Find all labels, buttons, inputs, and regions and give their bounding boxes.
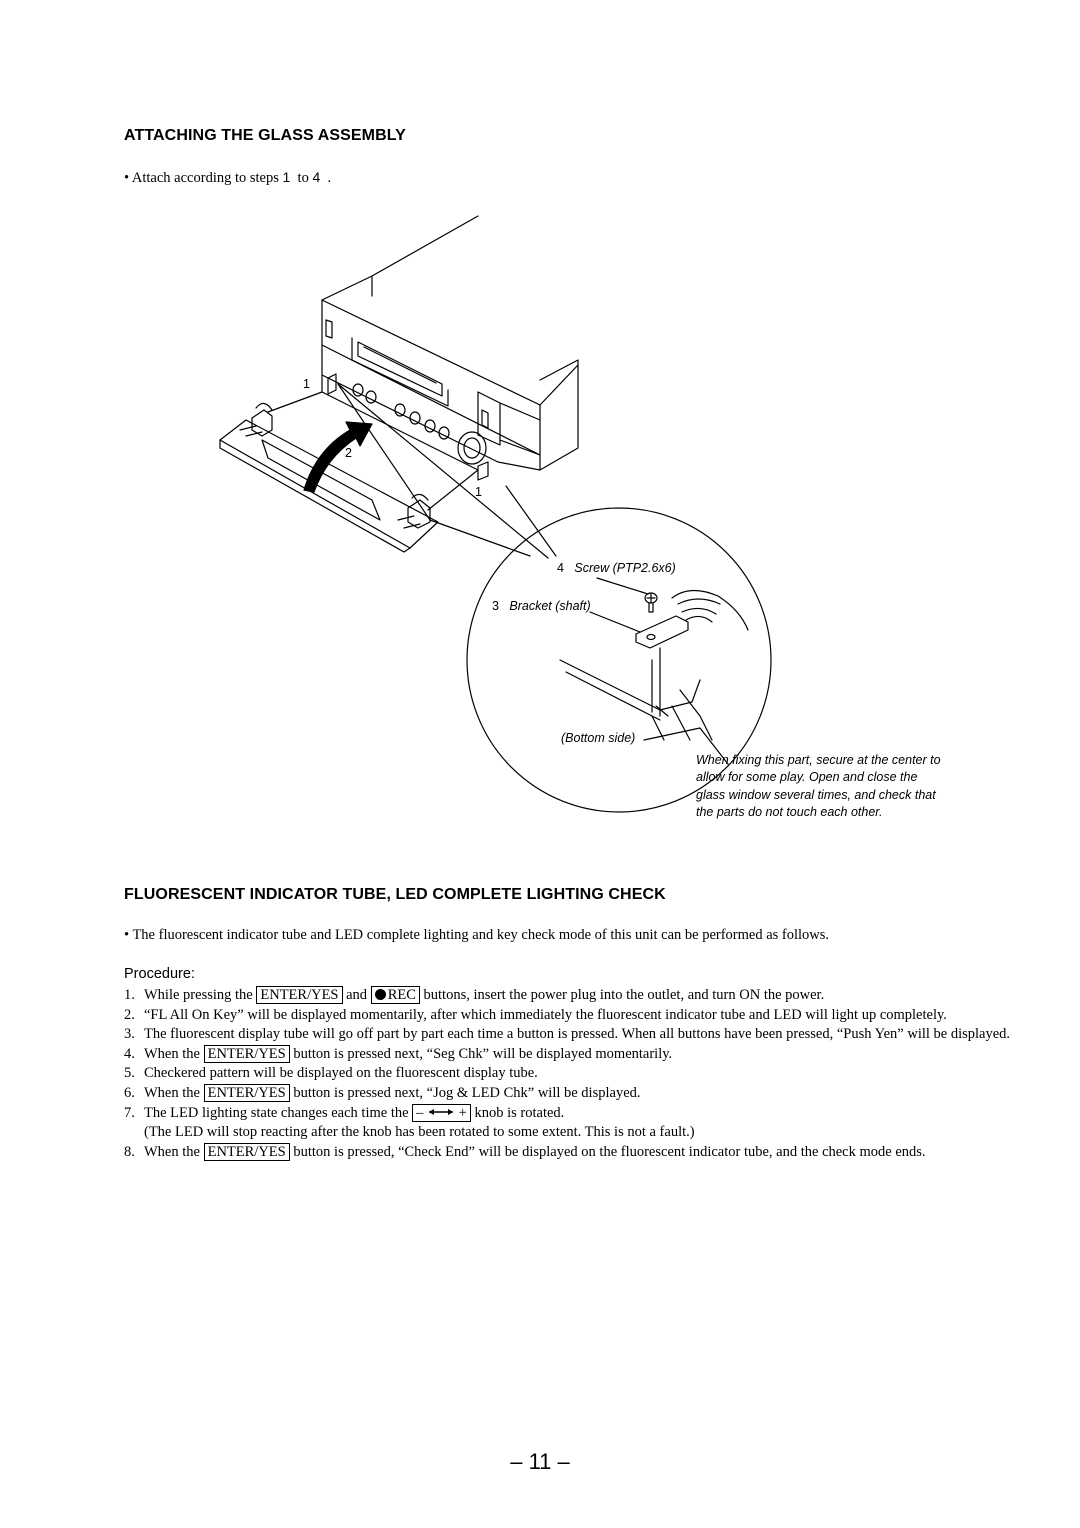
procedure-step: [124, 986, 1044, 1006]
step-ref-a: 1: [282, 169, 291, 185]
step-text: The LED lighting state changes each time the: [144, 1104, 409, 1121]
label-bottom-side: (Bottom side): [561, 731, 636, 745]
label-step-1-top: 1: [303, 377, 310, 391]
label-step-2: 2: [345, 446, 352, 460]
label-screw-text: Screw (PTP2.6x6): [574, 561, 676, 575]
intro-end: .: [327, 170, 332, 186]
jog-knob-key: [412, 1104, 471, 1122]
step-number: 5.: [124, 1065, 135, 1082]
step-number: 1.: [124, 987, 135, 1003]
step-number: 6.: [124, 1084, 135, 1101]
callout-cone-right: [506, 486, 556, 556]
glass-panel: [220, 403, 438, 552]
rec-key: [371, 986, 420, 1004]
bullet: •: [124, 170, 130, 186]
enter-yes-key: ENTER/YES: [256, 986, 342, 1004]
procedure-step: [124, 1045, 1044, 1065]
section-title-lighting-check: FLUORESCENT INDICATOR TUBE, LED COMPLETE LIGHTING CHECK: [124, 886, 666, 903]
step-text: The fluorescent display tube will go off part by part each time a button is pressed. When all buttons have been pressed, “Push Yen” will be displayed.: [144, 1026, 1011, 1043]
step-number: 7.: [124, 1104, 135, 1121]
step-text: “FL All On Key” will be displayed momentarily, after which immediately the fluorescent indicator tube and LED will light up completely.: [144, 1006, 947, 1023]
step-text: When the: [144, 1045, 200, 1062]
enter-yes-key: ENTER/YES: [204, 1045, 290, 1063]
label-bracket: [492, 599, 591, 613]
label-screw-num: 4: [557, 561, 564, 575]
step-number: 2.: [124, 1006, 135, 1023]
procedure-label: Procedure:: [124, 966, 195, 982]
procedure-step: [124, 1104, 1044, 1124]
procedure-step: [124, 1143, 1044, 1163]
step-number: 4.: [124, 1045, 135, 1062]
step-text: Checkered pattern will be displayed on the fluorescent display tube.: [144, 1065, 538, 1082]
procedure-step: [124, 1064, 1044, 1084]
bullet: •: [124, 927, 130, 943]
label-screw: [557, 561, 676, 575]
lighting-check-intro: [124, 927, 829, 944]
step-text: knob is rotated.: [474, 1104, 565, 1121]
section-title-glass-assembly: ATTACHING THE GLASS ASSEMBLY: [124, 127, 406, 144]
leader-1-top: [268, 392, 322, 412]
procedure-steps: [124, 986, 1044, 1162]
step-text: button is pressed, “Check End” will be displayed on the fluorescent indicator tube, and the check mode ends.: [293, 1143, 926, 1160]
intro-text: Attach according to steps: [131, 170, 279, 186]
record-dot-icon: [375, 989, 386, 1000]
procedure-step: [124, 1025, 1044, 1045]
step-text: When the: [144, 1084, 200, 1101]
step-number: 3.: [124, 1026, 135, 1043]
step-text: and: [346, 987, 368, 1003]
procedure-step-note: (The LED will stop reacting after the knob has been rotated to some extent. This is not a fault.): [144, 1124, 695, 1141]
page-number: – 11 –: [510, 1449, 570, 1474]
label-step-1-bottom: 1: [475, 485, 482, 499]
knob-plus: +: [458, 1104, 467, 1121]
label-bracket-num: 3: [492, 599, 499, 613]
step-text: button is pressed next, “Seg Chk” will be displayed momentarily.: [293, 1045, 673, 1062]
rec-key-label: REC: [387, 987, 416, 1003]
step-text: button is pressed next, “Jog & LED Chk” will be displayed.: [293, 1084, 641, 1101]
label-bracket-text: Bracket (shaft): [509, 599, 591, 613]
leader-1-bottom: [428, 470, 478, 510]
step-number: 8.: [124, 1143, 135, 1160]
step-text: When the: [144, 1143, 200, 1160]
enter-yes-key: ENTER/YES: [204, 1084, 290, 1102]
step-text: buttons, insert the power plug into the outlet, and turn ON the power.: [423, 987, 825, 1003]
installation-note: When fixing this part, secure at the center to allow for some play. Open and close the glass window several times, and check that the parts do not touch each other.: [696, 753, 941, 820]
step-ref-b: 4: [312, 169, 321, 185]
procedure-step: [124, 1084, 1044, 1104]
intro-to: to: [297, 170, 309, 186]
enter-yes-key: ENTER/YES: [204, 1143, 290, 1161]
double-arrow-icon: [427, 1107, 455, 1117]
knob-minus: –: [416, 1104, 424, 1121]
intro-text: The fluorescent indicator tube and LED complete lighting and key check mode of this unit can be performed as follows.: [132, 927, 830, 943]
procedure-step: [124, 1006, 1044, 1026]
step-text: While pressing the: [144, 987, 253, 1003]
